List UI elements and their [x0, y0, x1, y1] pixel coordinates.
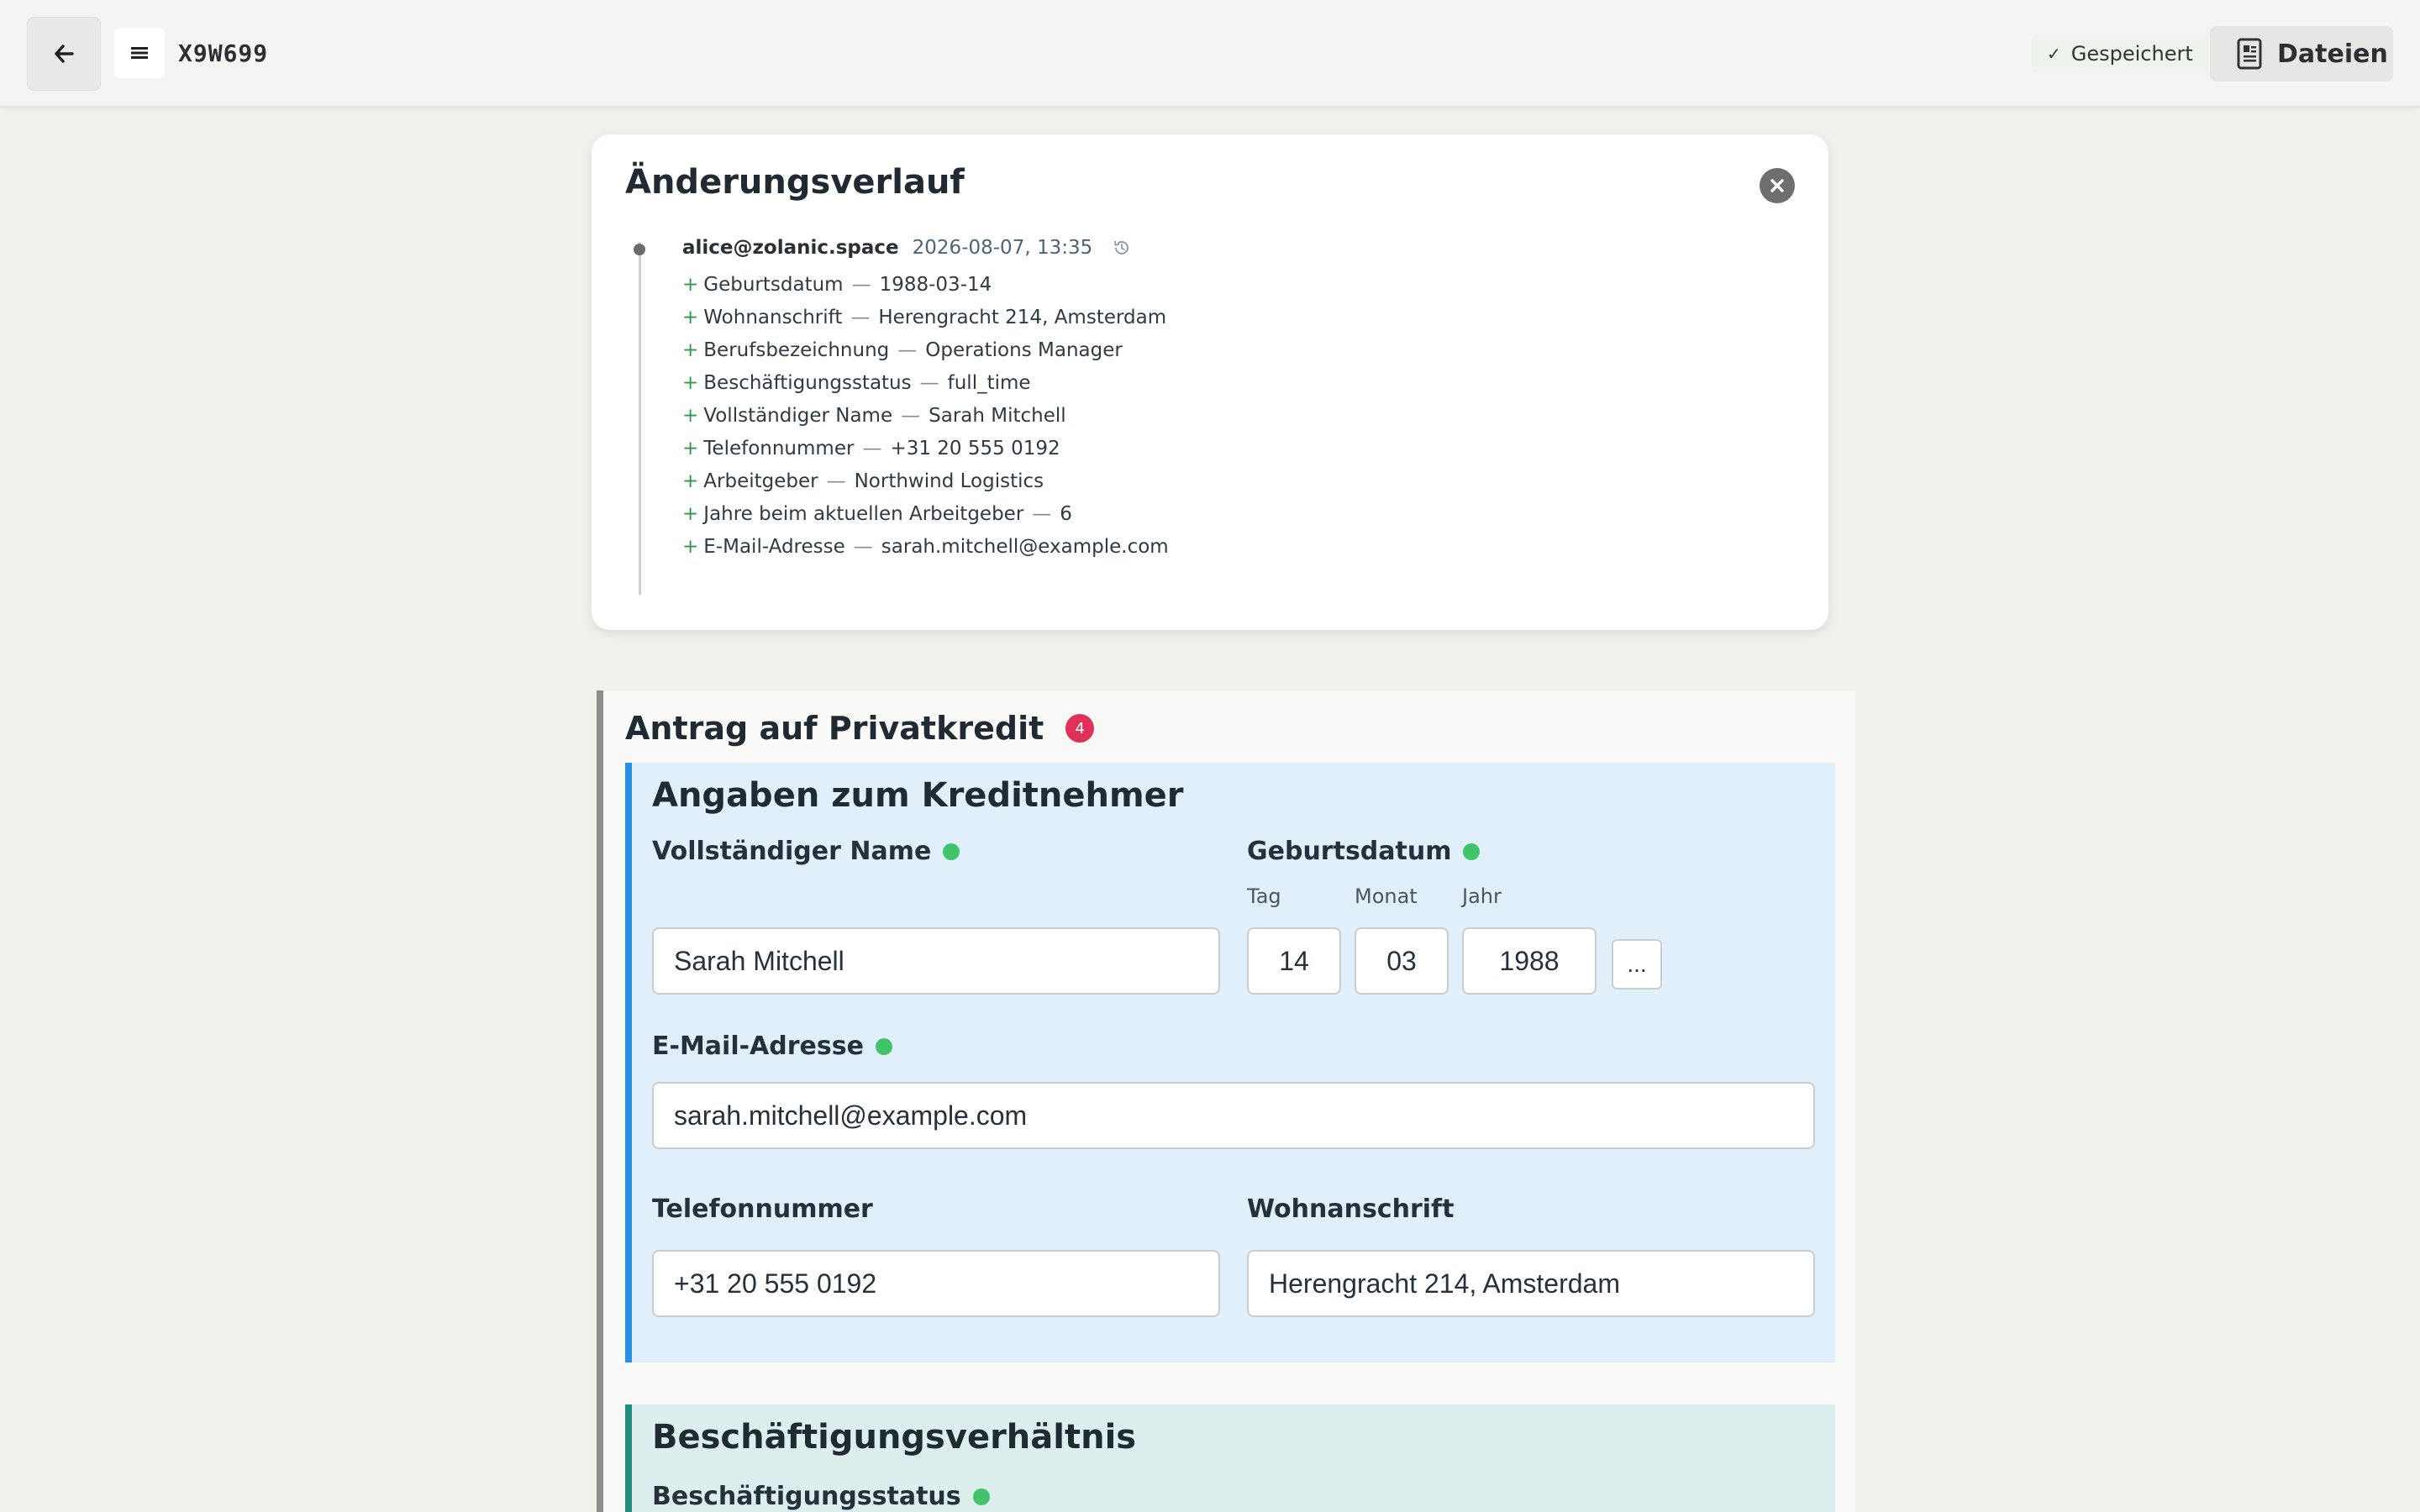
- change-history-panel: [592, 134, 1828, 630]
- date-picker-more-button[interactable]: ...: [1612, 939, 1662, 990]
- borrower-section-title: Angaben zum Kreditnehmer: [652, 776, 1184, 815]
- document-icon: [2237, 38, 2262, 70]
- full-name-label: [652, 835, 960, 869]
- saved-status-label: Gespeichert: [2070, 42, 2193, 66]
- close-history-button[interactable]: [1760, 168, 1795, 203]
- email-input[interactable]: [652, 1082, 1815, 1149]
- dob-label: [1247, 835, 1480, 869]
- phone-label: [652, 1193, 873, 1226]
- history-change-item: + Jahre beim aktuellen Arbeitgeber — 6: [682, 503, 1072, 525]
- valid-status-dot: [876, 1038, 892, 1055]
- history-change-item: + Berufsbezeichnung — Operations Manager: [682, 339, 1123, 361]
- close-icon: [1770, 178, 1785, 193]
- files-button[interactable]: [2210, 26, 2393, 81]
- checkmark-icon: ✓: [2047, 44, 2061, 64]
- history-change-item: + Beschäftigungsstatus — full_time: [682, 372, 1031, 394]
- history-entry-header: [682, 234, 1131, 262]
- history-change-list: [682, 269, 1169, 564]
- dob-year-input[interactable]: [1462, 927, 1597, 995]
- address-label-text: Wohnanschrift: [1247, 1194, 1455, 1224]
- dob-day-label: Tag: [1247, 885, 1281, 908]
- employment-status-label: [652, 1480, 990, 1512]
- phone-input[interactable]: [652, 1250, 1220, 1317]
- top-bar: [0, 0, 2420, 108]
- employment-status-label-text: Beschäftigungsstatus: [652, 1482, 961, 1511]
- history-change-item: + Arbeitgeber — Northwind Logistics: [682, 470, 1044, 492]
- address-label: [1247, 1193, 1454, 1226]
- timeline-dot: [634, 244, 645, 255]
- restore-history-icon[interactable]: [1113, 239, 1131, 257]
- full-name-label-text: Vollständiger Name: [652, 837, 932, 866]
- dob-month-input[interactable]: [1355, 927, 1449, 995]
- menu-button[interactable]: [114, 28, 165, 78]
- loan-application-form: [597, 690, 1855, 1512]
- issue-count-badge[interactable]: 4: [1065, 714, 1094, 743]
- history-change-item: + Telefonnummer — +31 20 555 0192: [682, 438, 1060, 459]
- valid-status-dot: [973, 1488, 990, 1505]
- timeline-line: [639, 242, 641, 595]
- employment-section-title: Beschäftigungsverhältnis: [652, 1418, 1137, 1457]
- form-title-row: [625, 702, 1094, 754]
- email-label-text: E-Mail-Adresse: [652, 1032, 864, 1061]
- valid-status-dot: [1463, 843, 1480, 860]
- saved-status-badge: [2032, 35, 2208, 72]
- history-change-item: + Wohnanschrift — Herengracht 214, Amsterdam: [682, 307, 1167, 328]
- history-change-item: + Vollständiger Name — Sarah Mitchell: [682, 405, 1066, 427]
- files-button-label: Dateien: [2277, 39, 2388, 69]
- history-entry-time: 2026-08-07, 13:35: [912, 237, 1093, 259]
- history-entry-user: alice@zolanic.space: [682, 237, 899, 259]
- employment-section: [625, 1404, 1835, 1512]
- phone-label-text: Telefonnummer: [652, 1194, 873, 1224]
- address-input[interactable]: [1247, 1250, 1815, 1317]
- back-button[interactable]: [27, 17, 101, 91]
- history-title: Änderungsverlauf: [625, 163, 965, 202]
- valid-status-dot: [943, 843, 960, 860]
- email-label: [652, 1030, 892, 1063]
- history-change-item: + E-Mail-Adresse — sarah.mitchell@example.com: [682, 536, 1169, 558]
- dob-day-input[interactable]: [1247, 927, 1341, 995]
- form-title: Antrag auf Privatkredit: [625, 710, 1044, 747]
- history-change-item: + Geburtsdatum — 1988-03-14: [682, 274, 992, 296]
- document-id: X9W699: [178, 39, 269, 67]
- hamburger-menu-icon: [131, 46, 148, 60]
- full-name-input[interactable]: [652, 927, 1220, 995]
- borrower-section: [625, 763, 1835, 1362]
- dob-year-label: Jahr: [1462, 885, 1502, 908]
- arrow-left-icon: [54, 45, 74, 63]
- dob-month-label: Monat: [1355, 885, 1418, 908]
- dob-label-text: Geburtsdatum: [1247, 837, 1452, 866]
